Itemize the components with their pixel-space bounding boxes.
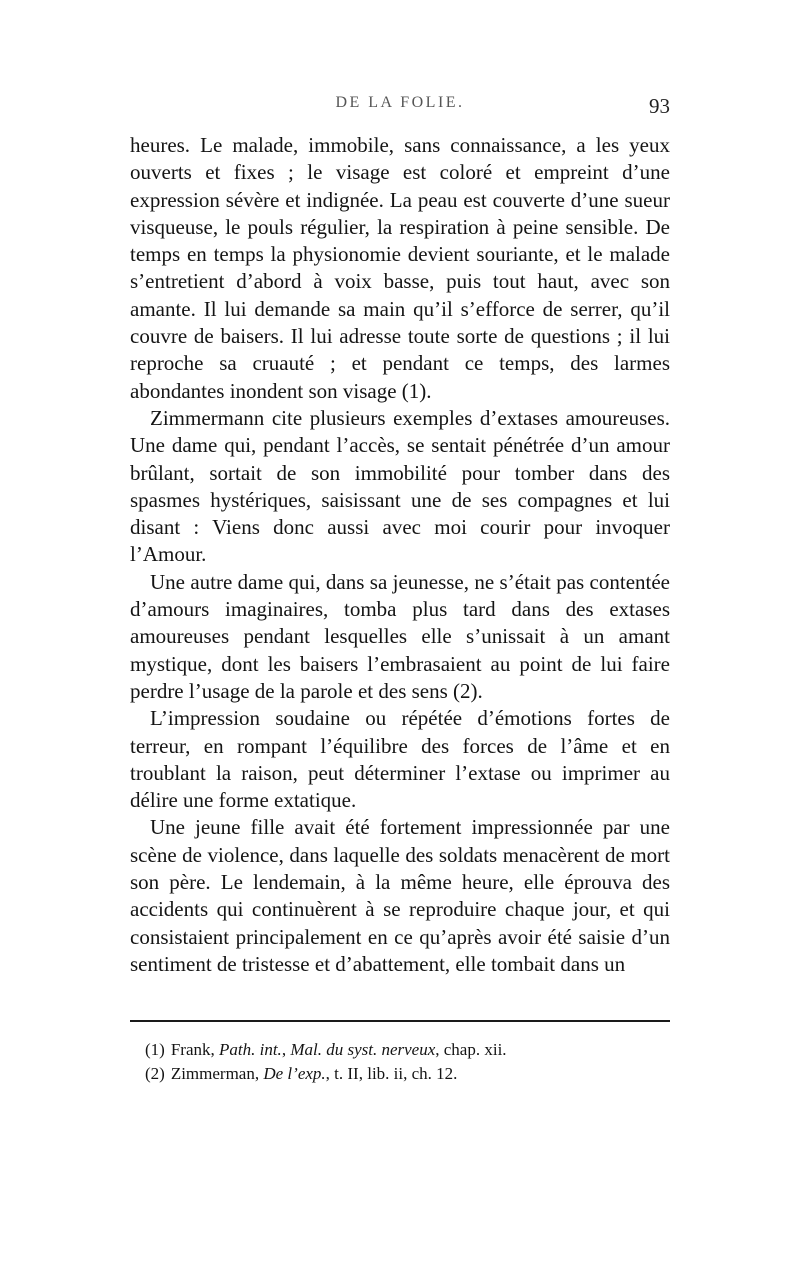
paragraph: L’impression soudaine ou répétée d’émotions fortes de terreur, en rompant l’équilibre des forces de l’âme et en troublant la raison, peut déterminer l’extase ou imprimer au délire une forme extatique. — [130, 706, 670, 813]
footnote-title: Path. int. — [219, 1040, 282, 1059]
running-head — [130, 94, 670, 118]
paragraph: Zimmermann cite plusieurs exemples d’extases amoureuses. Une dame qui, pendant l’accès, se sentait pénétrée d’un amour brûlant, sortait de son immobilité pour tomber dans des spasmes hystériques, saisissant une de ses compagnes et lui disant : Viens donc aussi avec moi courir pour invoquer l’Amour. — [130, 405, 670, 567]
footnote — [145, 1062, 665, 1086]
footnote-number: (1) — [145, 1040, 165, 1059]
footnote-author: Frank, — [170, 1040, 215, 1059]
footnote-reference: , t. II, lib. ii, ch. 12. — [325, 1064, 458, 1083]
footnotes — [145, 1038, 665, 1086]
footnote-separator: , — [281, 1040, 287, 1059]
running-title: DE LA FOLIE. — [335, 94, 465, 111]
footnote-divider — [130, 1020, 670, 1022]
paragraph: Une autre dame qui, dans sa jeunesse, ne s’était pas contentée d’amours imaginaires, tomba plus tard dans des extases amoureuses pendant lesquelles elle s’unissait à un amant mystique, dont les baisers l’embrasaient au point de lui faire perdre l’usage de la parole et des sens (2). — [130, 569, 670, 703]
paragraph: Une jeune fille avait été fortement impressionnée par une scène de violence, dans laquelle des soldats menacèrent de mort son père. Le lendemain, à la même heure, elle éprouva des accidents qui continuèrent à se reproduire chaque jour, et qui consistaient principalement en ce qu’après avoir été saisie d’un sentiment de tristesse et d’abattement, elle tombait dans un — [130, 815, 670, 976]
footnote — [145, 1038, 665, 1062]
footnote-author: Zimmerman, — [170, 1064, 260, 1083]
footnote-reference: , chap. xii. — [435, 1040, 507, 1059]
paragraph: heures. Le malade, immobile, sans connaissance, a les yeux ouverts et fixes ; le visage est coloré et empreint d’une expression sévère et indignée. La peau est couverte d’une sueur visqueuse, le pouls régulier, la respiration à peine sensible. De temps en temps la physionomie devient souriante, et le malade s’entretient d’abord à voix basse, puis tout haut, avec son amante. Il lui demande sa main qu’il s’efforce de serrer, qu’il couvre de baisers. Il lui adresse toute sorte de questions ; il lui reproche sa cruauté ; et pendant ce temps, des larmes abondantes inondent son visage (1). — [130, 133, 670, 403]
body-text — [130, 132, 670, 978]
page-number: 93 — [649, 94, 670, 118]
footnote-title: Mal. du syst. nerveux — [290, 1040, 436, 1059]
footnote-number: (2) — [145, 1064, 165, 1083]
footnote-title: De l’exp. — [263, 1064, 326, 1083]
